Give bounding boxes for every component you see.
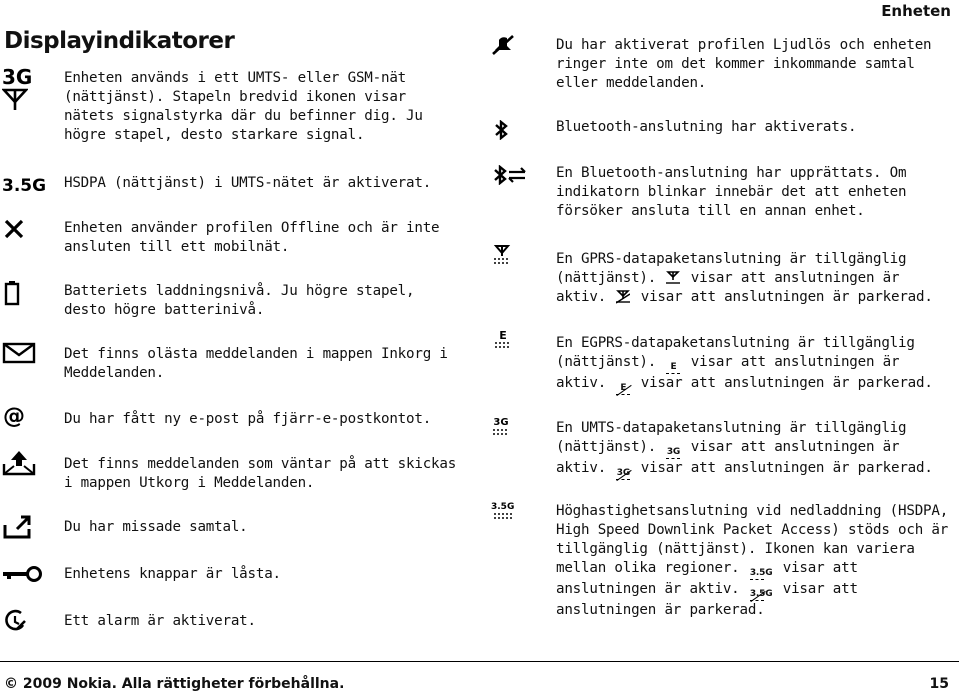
entry-offline: Enheten använder profilen Offline och är inte ansluten till ett mobilnät. [64, 220, 440, 255]
hsdpa-active-icon: 3.5G [749, 568, 773, 578]
entry-egprs [556, 334, 956, 395]
egprs-text-active: visar att anslutningen är aktiv. [556, 354, 900, 391]
entry-gprs [556, 250, 956, 307]
umts-text-active: visar att anslutningen är aktiv. [556, 439, 900, 476]
entry-alarm: Ett alarm är aktiverat. [64, 613, 256, 629]
hsdpa-text-available: Höghastighetsanslutning vid nedladdning (HSDPA, High Speed Downlink Packet Access) stöds och är tillgänglig (nättjänst). Ikonen kan variera mellan olika regioner. [556, 503, 949, 576]
envelope-icon [2, 342, 36, 364]
page-number: 15 [929, 676, 949, 692]
footer-divider [0, 661, 959, 662]
gprs-text-active: visar att anslutningen är aktiv. [556, 270, 900, 305]
antenna-icon [2, 88, 28, 110]
egprs-parked-icon: E [616, 384, 630, 395]
offline-x-icon [3, 218, 25, 240]
3g-signal-icon [2, 66, 36, 110]
entry-battery: Batteriets laddningsnivå. Ju högre stapel, desto högre batterinivå. [64, 283, 415, 318]
entry-bluetooth: Bluetooth-anslutning har aktiverats. [556, 119, 857, 135]
hsdpa-text-active: visar att anslutningen är aktiv. [556, 560, 858, 597]
3g-label: 3G [2, 65, 33, 89]
bluetooth-connection-icon [493, 165, 527, 185]
hsdpa-icon: 3.5G [2, 176, 47, 196]
gprs-icon [493, 244, 511, 266]
umts-data-icon: 3G [493, 417, 509, 428]
egprs-active-icon: E [666, 363, 680, 374]
umts-active-icon: 3G [666, 447, 681, 457]
umts-parked-icon: 3G [616, 469, 630, 480]
umts-text-available: En UMTS-datapaketanslutning är tillgänglig (nättjänst). [556, 420, 907, 455]
umts-text-parked: visar att anslutningen är parkerad. [640, 460, 933, 476]
entry-email: Du har fått ny e-post på fjärr-e-postkontot. [64, 411, 432, 427]
entry-bluetooth-connected: En Bluetooth-anslutning har upprättats. Om indikatorn blinkar innebär det att enheten försöker ansluta till en annan enhet. [556, 165, 907, 219]
entry-umts [556, 419, 956, 480]
bluetooth-icon [494, 120, 508, 140]
egprs-text-parked: visar att anslutningen är parkerad. [640, 375, 933, 391]
copyright: © 2009 Nokia. Alla rättigheter förbehållna. [4, 676, 345, 692]
egprs-icon: E [499, 329, 507, 342]
key-lock-icon [1, 564, 43, 584]
gprs-active-icon [666, 271, 680, 288]
egprs-text-available: En EGPRS-datapaketanslutning är tillgänglig (nättjänst). [556, 335, 915, 370]
missed-call-icon [3, 515, 31, 539]
entry-hsdpa-data [556, 502, 956, 620]
entry-missed-calls: Du har missade samtal. [64, 519, 248, 535]
entry-3g: Enheten används i ett UMTS- eller GSM-nät (nättjänst). Stapeln bredvid ikonen visar nätets signalstyrka där du befinner dig. Ju högre stapel, desto starkare signal. [64, 70, 423, 143]
battery-icon [4, 280, 20, 306]
section-header: Enheten [881, 2, 951, 20]
outbox-icon [2, 450, 36, 476]
page-title: Displayindikatorer [4, 28, 235, 54]
entry-inbox: Det finns olästa meddelanden i mappen Inkorg i Meddelanden. [64, 346, 448, 381]
hsdpa-data-icon: 3.5G [491, 502, 515, 512]
hsdpa-parked-icon: 3.5G [750, 590, 773, 601]
gprs-parked-icon [616, 290, 630, 307]
alarm-icon [3, 609, 27, 633]
entry-hsdpa: HSDPA (nättjänst) i UMTS-nätet är aktiverat. [64, 175, 432, 191]
entry-silent: Du har aktiverat profilen Ljudlös och enheten ringer inte om det kommer inkommande samtal eller meddelanden. [556, 37, 932, 91]
hsdpa-text-parked: visar att anslutningen är parkerad. [556, 581, 858, 618]
gprs-text-parked: visar att anslutningen är parkerad. [640, 289, 933, 305]
at-sign-icon: @ [3, 404, 25, 429]
silent-profile-icon [491, 34, 515, 56]
entry-keylock: Enhetens knappar är låsta. [64, 566, 281, 582]
entry-outbox: Det finns meddelanden som väntar på att skickas i mappen Utkorg i Meddelanden. [64, 456, 457, 491]
gprs-text-available: En GPRS-datapaketanslutning är tillgänglig (nättjänst). [556, 251, 907, 286]
